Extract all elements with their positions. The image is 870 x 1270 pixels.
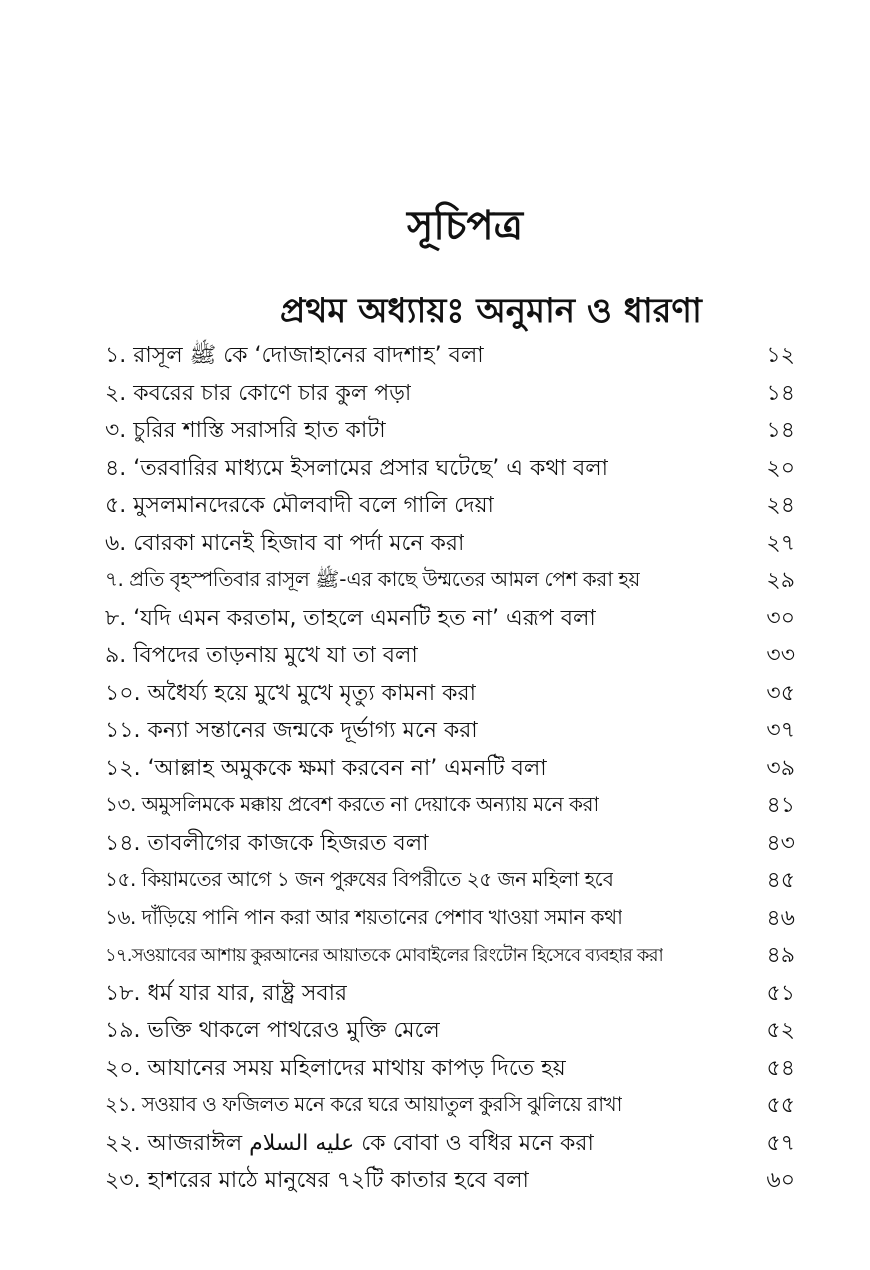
toc-entry-title: ১৫. কিয়ামতের আগে ১ জন পুরুষের বিপরীতে ২৫ জন মহিলা হবে	[105, 867, 614, 892]
toc-entry-title: ২২. আজরাঈল عليه السلام কে বোবা ও বধির মনে করা	[105, 1130, 594, 1156]
toc-entry	[105, 788, 795, 826]
toc-entry-page: ৩৯	[766, 755, 795, 781]
toc-entry-title: ২১. সওয়াব ও ফজিলত মনে করে ঘরে আয়াতুল কুরসি ঝুলিয়ে রাখা	[105, 1092, 622, 1117]
toc-entry	[105, 413, 795, 451]
toc-entry	[105, 1013, 795, 1051]
toc-entry	[105, 1051, 795, 1089]
toc-entry-page: ৫২	[766, 1018, 795, 1044]
toc-entry-page: ৫৪	[766, 1055, 795, 1081]
toc-entry	[105, 488, 795, 526]
toc-entry	[105, 751, 795, 789]
toc-entry	[105, 863, 795, 901]
toc-entry-title: ১. রাসূল ﷺ কে ‘দোজাহানের বাদশাহ’ বলা	[105, 343, 484, 369]
toc-entry	[105, 938, 795, 976]
toc-entry	[105, 526, 795, 564]
toc-entry-page: ২৪	[766, 493, 795, 519]
toc-entry-title: ১১. কন্যা সন্তানের জন্মকে দূর্ভাগ্য মনে করা	[105, 718, 478, 744]
toc-entry	[105, 826, 795, 864]
toc-entry-title: ৭. প্রতি বৃহস্পতিবার রাসূল ﷺ-এর কাছে উম্মতের আমল পেশ করা হয়	[105, 567, 640, 592]
toc-entry-page: ৩৩	[766, 643, 795, 669]
toc-entry-page: ১৪	[766, 418, 795, 444]
toc-entry-page: ২৯	[766, 568, 795, 594]
toc-entry-title: ১০. অধৈর্য্য হয়ে মুখে মুখে মৃত্যু কামনা করা	[105, 680, 477, 706]
toc-entry-page: ৪১	[766, 793, 795, 819]
toc-entry-page: ২০	[766, 455, 795, 481]
toc-entry-title: ১৭.সওয়াবের আশায় কুরআনের আয়াতকে মোবাইলের রিংটোন হিসেবে ব্যবহার করা	[105, 945, 663, 967]
toc-entry-title: ১৮. ধর্ম যার যার, রাষ্ট্র সবার	[105, 980, 348, 1006]
toc-entry	[105, 976, 795, 1014]
toc-entry-title: ২. কবরের চার কোণে চার কুল পড়া	[105, 380, 412, 406]
toc-entry-page: ৪৩	[766, 830, 795, 856]
toc-entry	[105, 451, 795, 489]
toc-entry-page: ৫৫	[766, 1093, 795, 1119]
toc-entry	[105, 376, 795, 414]
toc-entry	[105, 1126, 795, 1164]
toc-entry-page: ২৭	[766, 530, 795, 556]
toc-entry-title: ২০. আযানের সময় মহিলাদের মাথায় কাপড় দিতে হয়	[105, 1055, 566, 1081]
toc-entry-page: ১২	[766, 343, 795, 369]
toc-entry	[105, 601, 795, 639]
table-of-contents	[105, 338, 795, 1201]
toc-entry	[105, 1088, 795, 1126]
toc-entry-title: ৫. মুসলমানদেরকে মৌলবাদী বলে গালি দেয়া	[105, 493, 494, 519]
toc-entry-page: ৩৫	[766, 680, 795, 706]
toc-entry-page: ৪৬	[766, 905, 795, 931]
toc-entry-page: ৩০	[766, 605, 795, 631]
toc-entry-page: ৫১	[766, 980, 795, 1006]
toc-entry-title: ৮. ‘যদি এমন করতাম, তাহলে এমনটি হত না’ এরূপ বলা	[105, 605, 596, 631]
chapter-heading: প্রথম অধ্যায়ঃ অনুমান ও ধারণা	[280, 291, 702, 331]
toc-entry	[105, 713, 795, 751]
toc-entry-title: ৯. বিপদের তাড়নায় মুখে যা তা বলা	[105, 643, 418, 669]
toc-entry-page: ১৪	[766, 380, 795, 406]
toc-entry-page: ৪৯	[766, 943, 795, 969]
toc-entry	[105, 676, 795, 714]
toc-entry-title: ৩. চুরির শাস্তি সরাসরি হাত কাটা	[105, 418, 386, 444]
toc-entry	[105, 563, 795, 601]
toc-entry	[105, 638, 795, 676]
toc-entry-page: ৫৭	[766, 1130, 795, 1156]
toc-entry-page: ৬০	[766, 1168, 795, 1194]
toc-entry	[105, 338, 795, 376]
page-title: সূচিপত্র	[407, 203, 523, 249]
toc-entry-title: ১৯. ভক্তি থাকলে পাথরেও মুক্তি মেলে	[105, 1018, 440, 1044]
toc-entry-page: ৪৫	[766, 868, 795, 894]
toc-entry	[105, 1163, 795, 1201]
toc-entry-title: ২৩. হাশরের মাঠে মানুষের ৭২টি কাতার হবে বলা	[105, 1168, 529, 1194]
toc-entry-title: ১২. ‘আল্লাহ অমুককে ক্ষমা করবেন না’ এমনটি বলা	[105, 755, 547, 781]
toc-entry-title: ১৪. তাবলীগের কাজকে হিজরত বলা	[105, 830, 429, 856]
toc-entry-title: ১৬. দাঁড়িয়ে পানি পান করা আর শয়তানের পেশাব খাওয়া সমান কথা	[105, 904, 623, 929]
toc-entry	[105, 901, 795, 939]
toc-entry-title: ৪. ‘তরবারির মাধ্যমে ইসলামের প্রসার ঘটেছে’ এ কথা বলা	[105, 455, 608, 481]
toc-entry-title: ১৩. অমুসলিমকে মক্কায় প্রবেশ করতে না দেয়াকে অন্যায় মনে করা	[105, 792, 599, 817]
toc-entry-page: ৩৭	[766, 718, 795, 744]
toc-entry-title: ৬. বোরকা মানেই হিজাব বা পর্দা মনে করা	[105, 530, 465, 556]
